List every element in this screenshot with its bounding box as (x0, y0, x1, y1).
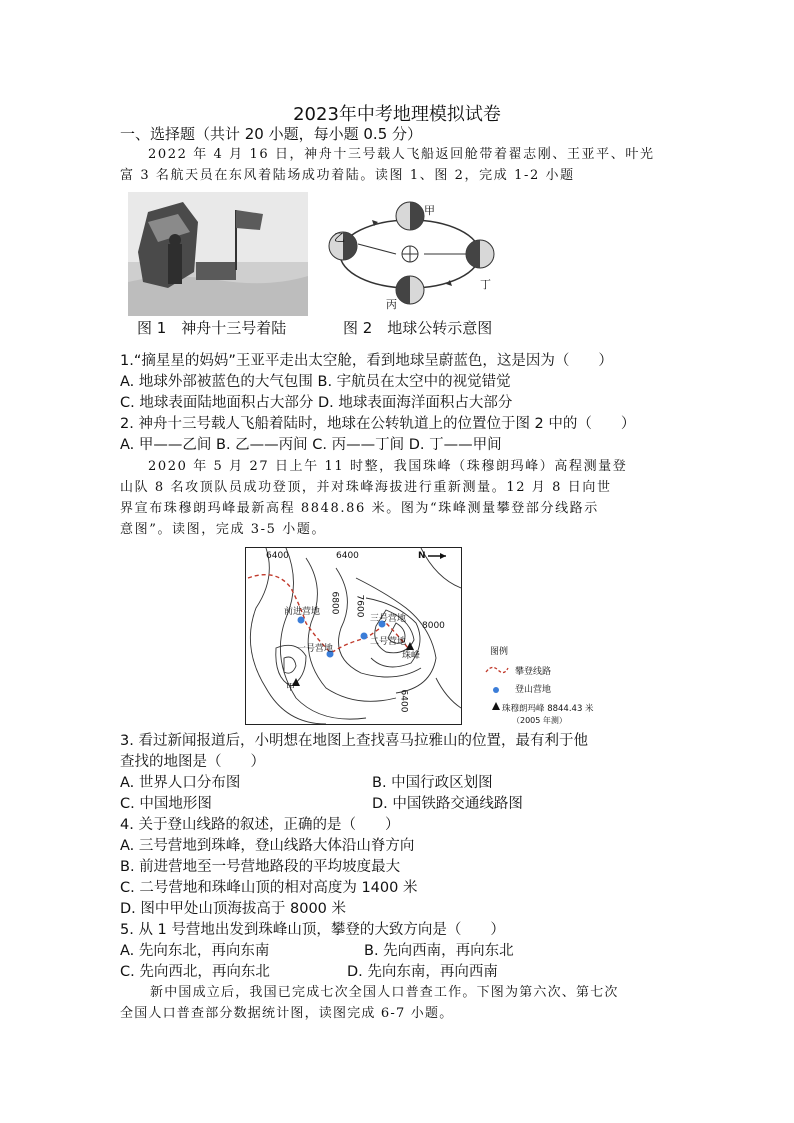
contour-label-6400-b: 6400 (336, 551, 359, 561)
question-1-stem: 1.“摘星星的妈妈”王亚平走出太空舱，看到地球呈蔚蓝色，这是因为（ ） (120, 353, 613, 369)
north-arrow-label: N (418, 551, 426, 561)
question-4-option-c: C. 二号营地和珠峰山顶的相对高度为 1400 米 (120, 880, 418, 896)
question-2-options: A. 甲——乙间 B. 乙——丙间 C. 丙——丁间 D. 丁——甲间 (120, 437, 502, 453)
question-1-options-ab: A. 地球外部被蓝色的大气包围 B. 宇航员在太空中的视觉错觉 (120, 374, 511, 390)
question-3-option-a: A. 世界人口分布图 (120, 775, 241, 791)
intro-1-line-2: 富 3 名航天员在东风着陆场成功着陆。读图 1、图 2，完成 1-2 小题 (120, 168, 575, 183)
question-1-options-cd: C. 地球表面陆地面积占大部分 D. 地球表面海洋面积占大部分 (120, 395, 513, 411)
question-5-option-d: D. 先向东南，再向西南 (347, 964, 498, 980)
question-4-option-d: D. 图中甲处山顶海拔高于 8000 米 (120, 901, 347, 917)
intro-3-line-1: 新中国成立后，我国已完成七次全国人口普查工作。下图为第六次、第七次 (150, 985, 619, 1000)
intro-2-line-4: 意图”。读图，完成 3-5 小题。 (120, 522, 327, 537)
question-4-stem: 4. 关于登山线路的叙述，正确的是（ ） (120, 817, 400, 833)
contour-label-6400-c: 6400 (398, 689, 409, 713)
intro-2-line-3: 界宣布珠穆朗玛峰最新高程 8848.86 米。图为“珠峰测量攀登部分线路示 (120, 501, 599, 516)
question-3-stem-2: 查找的地图是（ ） (120, 754, 265, 770)
orbit-label-bing: 丙 (386, 298, 397, 311)
landing-photo (128, 192, 308, 316)
everest-route-map (245, 547, 462, 725)
legend-note: （2005 年测） (512, 716, 567, 725)
page-title: 2023年中考地理模拟试卷 (293, 104, 501, 125)
orbit-label-jia: 甲 (424, 204, 435, 217)
question-5-option-b: B. 先向西南，再向东北 (364, 943, 514, 959)
orbit-diagram (318, 196, 498, 308)
intro-2-line-1: 2020 年 5 月 27 日上午 11 时整，我国珠峰（珠穆朗玛峰）高程测量登 (148, 459, 628, 474)
contour-label-7600: 7600 (354, 594, 365, 618)
peak-label-jia: 甲 (286, 683, 296, 693)
orbit-label-yi: 乙 (334, 231, 345, 244)
peak-label-everest: 珠峰 (402, 651, 421, 661)
orbit-label-ding: 丁 (480, 278, 491, 291)
contour-label-6400-a: 6400 (266, 551, 289, 561)
question-5-option-c: C. 先向西北，再向东北 (120, 964, 270, 980)
figure-2-caption: 图 2 地球公转示意图 (343, 319, 493, 337)
camp-label-2: 二号营地 (370, 637, 407, 647)
intro-1-line-1: 2022 年 4 月 16 日，神舟十三号载人飞船返回舱带着翟志刚、王亚平、叶光 (148, 147, 655, 162)
camp-label-3: 三号营地 (370, 614, 407, 624)
question-4-option-a: A. 三号营地到珠峰，登山线路大体沿山脊方向 (120, 838, 415, 854)
legend-title: 图例 (490, 647, 509, 657)
contour-label-8000: 8000 (422, 621, 445, 631)
legend-peak: 珠穆朗玛峰 8844.43 米 (502, 704, 594, 714)
question-3-option-b: B. 中国行政区划图 (372, 775, 493, 791)
question-3-stem-1: 3. 看过新闻报道后，小明想在地图上查找喜马拉雅山的位置，最有利于他 (120, 733, 588, 749)
question-3-option-d: D. 中国铁路交通线路图 (372, 796, 523, 812)
question-5-option-a: A. 先向东北，再向东南 (120, 943, 270, 959)
question-4-option-b: B. 前进营地至一号营地路段的平均坡度最大 (120, 859, 401, 875)
camp-label-1: 一号营地 (297, 644, 334, 654)
contour-label-6800: 6800 (329, 591, 340, 615)
question-2-stem: 2. 神舟十三号载人飞船着陆时，地球在公转轨道上的位置位于图 2 中的（ ） (120, 416, 636, 432)
section-heading: 一、选择题（共计 20 小题，每小题 0.5 分） (120, 125, 423, 143)
question-3-option-c: C. 中国地形图 (120, 796, 212, 812)
legend-camp: 登山营地 (515, 685, 552, 695)
figure-1-caption: 图 1 神舟十三号着陆 (137, 319, 287, 337)
intro-3-line-2: 全国人口普查部分数据统计图，读图完成 6-7 小题。 (120, 1006, 454, 1021)
question-5-stem: 5. 从 1 号营地出发到珠峰山顶，攀登的大致方向是（ ） (120, 922, 505, 938)
camp-label-advance: 前进营地 (284, 607, 321, 617)
legend-route: 攀登线路 (515, 667, 552, 677)
intro-2-line-2: 山队 8 名攻顶队员成功登顶，并对珠峰海拔进行重新测量。12 月 8 日向世 (120, 480, 612, 495)
